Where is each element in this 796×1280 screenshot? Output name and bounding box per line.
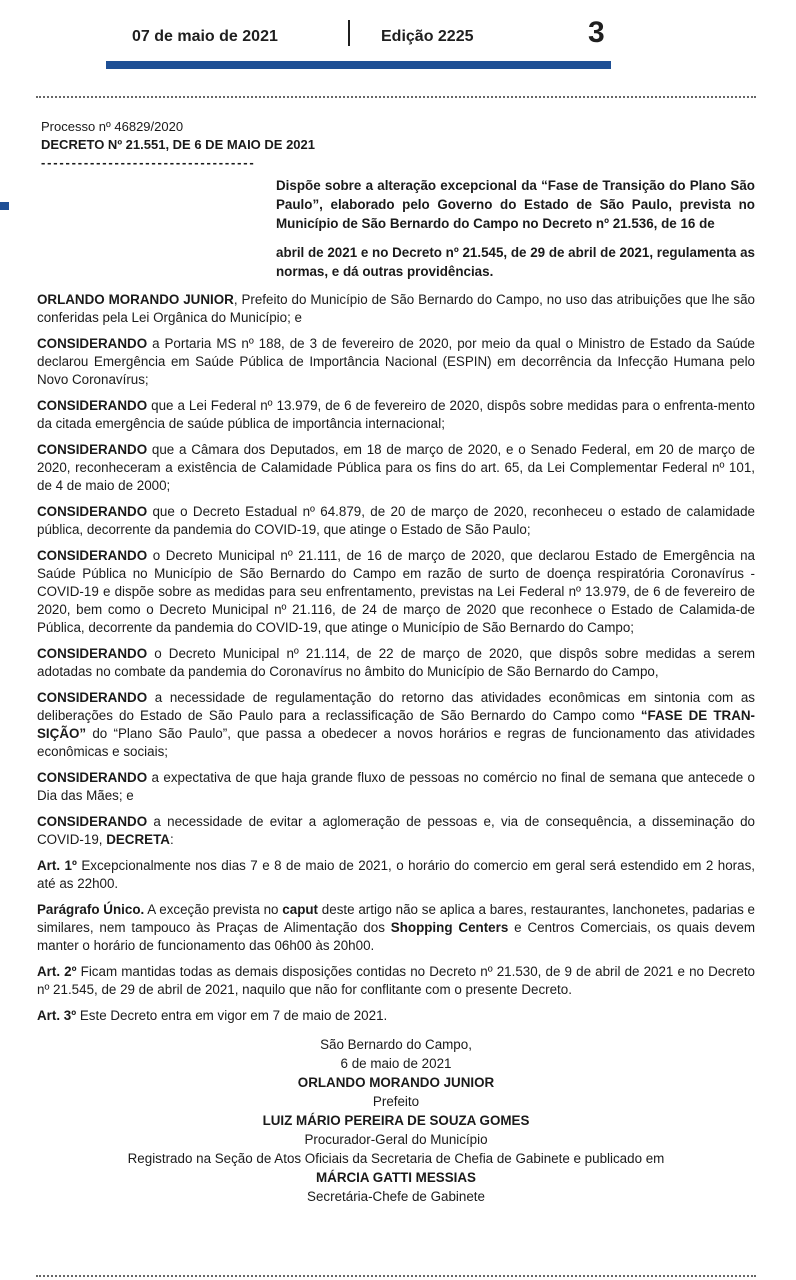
considerando-4 (37, 503, 755, 539)
article-3-label: Art. 3º (37, 1008, 77, 1023)
left-margin-marker (0, 202, 9, 210)
paragrafo-text-a: A exceção prevista no (144, 902, 283, 917)
paragrafo-text-e: e Centros Comerciais, os quais devem manter o horário de funcionamento das 06h00 às 20h00. (37, 920, 755, 953)
summary-part-2: abril de 2021 e no Decreto nº 21.545, de 29 de abril de 2021, regulamenta as normas, e dá outras providências. (276, 245, 755, 279)
considerando-text: que a Câmara dos Deputados, em 18 de março de 2020, e o Senado Federal, em 20 de março de 2020, reconheceram a existência de Calamidade Pública para os fins do art. 65, da Lei Complementar Federal nº 101, de 4 de maio de 2000; (37, 442, 755, 493)
considerando-text: a necessidade de evitar a aglomeração de pessoas e, via de consequência, a disseminação do COVID-19, (37, 814, 755, 847)
considerando-text: que o Decreto Estadual nº 64.879, de 20 de março de 2020, reconheceu o estado de calamidade pública, decorrente da pandemia do COVID-19, que atinge o Estado de São Paulo; (37, 504, 755, 537)
considerando-5 (37, 547, 755, 637)
considerando-text: que a Lei Federal nº 13.979, de 6 de fevereiro de 2020, dispôs sobre medidas para o enfrenta-mento da citada emergência de saúde pública de importância internacional; (37, 398, 755, 431)
decreta-bold: DECRETA (106, 832, 170, 847)
caput-bold: caput (282, 902, 319, 917)
considerando-label: CONSIDERANDO (37, 646, 148, 661)
signature-block (37, 1035, 755, 1206)
considerando-label: CONSIDERANDO (37, 690, 148, 705)
considerando-text: o Decreto Municipal nº 21.111, de 16 de março de 2020, que declarou Estado de Emergência na Saúde Pública no Município de São Bernardo do Campo em razão de surto de doença respiratória Coronavírus - COVID-19 e dispõe sobre as medidas para seu enfrentamento, previstas na Lei Federal nº 13.979, de 6 de fevereiro de 2020, bem como o Decreto Municipal nº 21.116, de 24 de março de 2020 que reconhece o Estado de Calamida-de Pública, decorrente da pandemia do COVID-19, que atinge o Município de São Bernardo do Campo; (37, 548, 755, 635)
considerando-7 (37, 689, 755, 761)
attorney-name: LUIZ MÁRIO PEREIRA DE SOUZA GOMES (262, 1113, 530, 1128)
preamble-text: , Prefeito do Município de São Bernardo do Campo, no uso das atribuições que lhe são conferidas pela Lei Orgânica do Município; e (37, 292, 755, 325)
considerando-3 (37, 441, 755, 495)
article-1-text: Excepcionalmente nos dias 7 e 8 de maio de 2021, o horário do comercio em geral será estendido em 2 horas, até as 22h00. (37, 858, 755, 891)
article-2-label: Art. 2º (37, 964, 77, 979)
considerando-label: CONSIDERANDO (37, 504, 148, 519)
article-1 (37, 857, 755, 893)
secretary-name: MÁRCIA GATTI MESSIAS (316, 1170, 476, 1185)
article-1-label: Art. 1º (37, 858, 77, 873)
process-number: Processo nº 46829/2020 (41, 119, 184, 134)
considerando-text-end: do “Plano São Paulo”, que passa a obedecer a novos horários e regras de funcionamento das atividades econômicas e sociais; (37, 726, 755, 759)
registration-note: Registrado na Seção de Atos Oficiais da Secretaria de Chefia de Gabinete e publicado em (127, 1151, 665, 1166)
considerando-text: o Decreto Municipal nº 21.114, de 22 de março de 2020, que dispôs sobre medidas a serem adotadas no combate da pandemia do Coronavírus no âmbito do Município de São Bernardo do Campo, (37, 646, 755, 679)
considerando-label: CONSIDERANDO (37, 548, 148, 563)
bottom-dotted-divider (36, 1275, 756, 1277)
header-accent-bar (106, 61, 611, 69)
considerando-8 (37, 769, 755, 805)
considerando-2 (37, 397, 755, 433)
page-number: 3 (588, 16, 605, 49)
page-header (0, 0, 796, 100)
preamble-paragraph (37, 291, 755, 327)
considerando-label: CONSIDERANDO (37, 398, 148, 413)
considerando-1 (37, 335, 755, 389)
title-underline: ----------------------------------- (41, 155, 256, 170)
colon: : (169, 832, 174, 847)
top-dotted-divider (36, 96, 756, 98)
signature-date: 6 de maio de 2021 (340, 1056, 452, 1071)
article-3-text: Este Decreto entra em vigor em 7 de maio de 2021. (76, 1008, 388, 1023)
considerando-text: a expectativa de que haja grande fluxo de pessoas no comércio no final de semana que antecede o Dia das Mães; e (37, 770, 755, 803)
decree-summary (276, 176, 755, 281)
considerando-label: CONSIDERANDO (37, 442, 148, 457)
article-2 (37, 963, 755, 999)
considerando-text: a Portaria MS nº 188, de 3 de fevereiro de 2020, por meio da qual o Ministro de Estado da Saúde declarou Emergência em Saúde Pública de Importância Nacional (ESPIN) em decorrência da Infecção Humana pelo Novo Coronavírus; (37, 336, 755, 387)
mayor-name: ORLANDO MORANDO JUNIOR (297, 1075, 495, 1090)
considerando-9 (37, 813, 755, 849)
considerando-6 (37, 645, 755, 681)
considerando-label: CONSIDERANDO (37, 336, 148, 351)
article-2-text: Ficam mantidas todas as demais disposições contidas no Decreto nº 21.530, de 9 de abril de 2021 e no Decreto nº 21.545, de 29 de abril de 2021, naquilo que não for conflitante com o presente Decreto. (37, 964, 755, 997)
fase-transicao-bold: “FASE DE TRAN-SIÇÃO” (37, 708, 755, 741)
header-edition: Edição 2225 (381, 28, 474, 45)
header-separator (348, 20, 350, 46)
secretary-role: Secretária-Chefe de Gabinete (307, 1189, 485, 1204)
mayor-role: Prefeito (372, 1094, 420, 1109)
paragrafo-unico (37, 901, 755, 955)
paragrafo-text-c: deste artigo não se aplica a bares, restaurantes, lanchonetes, padarias e similares, nem tampouco às Praças de Alimentação dos (37, 902, 755, 935)
article-3 (37, 1007, 755, 1025)
summary-part-1: Dispõe sobre a alteração excepcional da “Fase de Transição do Plano São Paulo”, elaborado pelo Governo do Estado de São Paulo, prevista no Município de São Bernardo do Campo no Decreto nº 21.536, de 16 de (276, 178, 755, 231)
header-date: 07 de maio de 2021 (132, 28, 278, 45)
decree-title: DECRETO Nº 21.551, DE 6 DE MAIO DE 2021 (41, 137, 315, 152)
attorney-role: Procurador-Geral do Município (304, 1132, 488, 1147)
decree-document (37, 118, 755, 1206)
considerando-label: CONSIDERANDO (37, 814, 148, 829)
signature-place: São Bernardo do Campo, (320, 1037, 472, 1052)
mayor-name-bold: ORLANDO MORANDO JUNIOR (37, 292, 234, 307)
considerando-label: CONSIDERANDO (37, 770, 148, 785)
considerando-text: a necessidade de regulamentação do retorno das atividades econômicas em sintonia com as deliberações do Estado de São Paulo para a reclassificação de São Bernardo do Campo como (37, 690, 755, 723)
shopping-centers-bold: Shopping Centers (390, 920, 509, 935)
paragrafo-label: Parágrafo Único. (37, 902, 145, 917)
